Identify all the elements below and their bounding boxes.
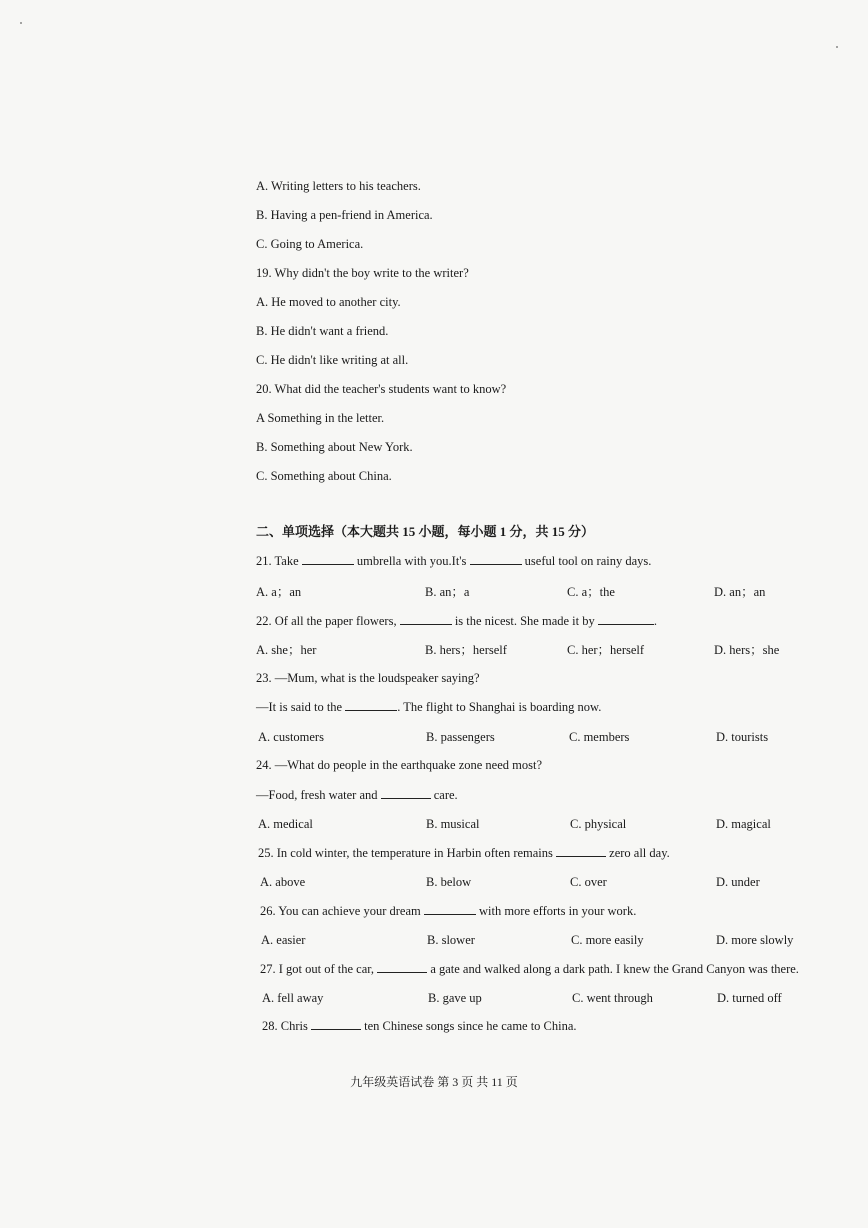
question-20: 20. What did the teacher's students want to know? xyxy=(256,382,507,396)
answer-blank xyxy=(377,961,427,973)
question-25 xyxy=(258,845,670,861)
option-c: C. more easily xyxy=(571,933,644,947)
option-d: D. tourists xyxy=(716,730,769,744)
answer-blank xyxy=(470,553,522,565)
question-text: 21. Take xyxy=(256,554,302,568)
question-23: 23. —Mum, what is the loudspeaker saying? xyxy=(256,671,480,685)
answer-blank xyxy=(311,1018,361,1030)
option-line: A. He moved to another city. xyxy=(256,295,401,309)
question-text: 22. Of all the paper flowers, xyxy=(256,614,400,628)
option-c: C. physical xyxy=(570,817,627,831)
question-24: 24. —What do people in the earthquake zone need most? xyxy=(256,758,543,772)
option-a: A. above xyxy=(260,875,306,889)
answer-blank xyxy=(400,613,452,625)
question-22 xyxy=(256,613,657,629)
answer-blank xyxy=(302,553,354,565)
option-a: A. she；her xyxy=(256,643,317,657)
option-c: C. went through xyxy=(572,991,653,1005)
option-b: B. musical xyxy=(426,817,480,831)
question-text: with more efforts in your work. xyxy=(475,904,637,918)
option-c: C. her；herself xyxy=(567,643,645,657)
option-d: D. turned off xyxy=(717,991,782,1005)
question-text: a gate and walked along a dark path. I knew the Grand Canyon was there. xyxy=(427,962,799,976)
option-line: B. Having a pen-friend in America. xyxy=(256,208,433,222)
question-19: 19. Why didn't the boy write to the writer? xyxy=(256,266,469,280)
option-a: A. fell away xyxy=(262,991,324,1005)
question-text: 26. You can achieve your dream xyxy=(260,904,424,918)
option-line: C. Something about China. xyxy=(256,469,392,483)
question-text: ten Chinese songs since he came to China. xyxy=(360,1019,577,1033)
option-d: D. under xyxy=(716,875,760,889)
answer-blank xyxy=(381,787,431,799)
question-27 xyxy=(260,961,799,977)
option-a: A. medical xyxy=(258,817,313,831)
question-26 xyxy=(260,903,636,919)
scan-speck xyxy=(836,46,838,48)
question-text: —It is said to the xyxy=(256,700,346,714)
option-a: A. customers xyxy=(258,730,324,744)
option-b: B. an；a xyxy=(425,585,470,599)
option-d: D. magical xyxy=(716,817,771,831)
option-c: C. members xyxy=(569,730,630,744)
question-text: useful tool on rainy days. xyxy=(521,554,652,568)
question-text: . The flight to Shanghai is boarding now. xyxy=(397,700,602,714)
answer-blank xyxy=(556,845,606,857)
option-line: B. Something about New York. xyxy=(256,440,413,454)
section-title: 二、单项选择（本大题共 15 小题，每小题 1 分，共 15 分） xyxy=(256,524,595,539)
question-text: is the nicest. She made it by xyxy=(451,614,598,628)
question-24-reply xyxy=(256,787,458,803)
option-b: B. slower xyxy=(427,933,475,947)
question-text: 28. Chris xyxy=(262,1019,311,1033)
scan-speck xyxy=(20,22,22,24)
question-text: care. xyxy=(430,788,458,802)
question-23-reply xyxy=(256,699,601,715)
option-line: C. He didn't like writing at all. xyxy=(256,353,409,367)
option-line: A. Writing letters to his teachers. xyxy=(256,179,421,193)
answer-blank xyxy=(424,903,476,915)
question-21 xyxy=(256,553,651,569)
option-c: C. over xyxy=(570,875,607,889)
option-b: B. hers；herself xyxy=(425,643,507,657)
option-d: D. hers；she xyxy=(714,643,780,657)
question-text: . xyxy=(653,614,657,628)
answer-blank xyxy=(598,613,654,625)
option-a: A. a；an xyxy=(256,585,302,599)
question-text: 27. I got out of the car, xyxy=(260,962,378,976)
option-d: D. more slowly xyxy=(716,933,794,947)
question-text: 25. In cold winter, the temperature in Harbin often remains xyxy=(258,846,557,860)
option-d: D. an；an xyxy=(714,585,766,599)
page-footer: 九年级英语试卷 第 3 页 共 11 页 xyxy=(350,1075,518,1089)
option-b: B. gave up xyxy=(428,991,482,1005)
option-b: B. below xyxy=(426,875,472,889)
option-a: A. easier xyxy=(261,933,306,947)
option-line: A Something in the letter. xyxy=(256,411,385,425)
answer-blank xyxy=(345,699,397,711)
option-line: B. He didn't want a friend. xyxy=(256,324,389,338)
option-c: C. a；the xyxy=(567,585,615,599)
question-28 xyxy=(262,1018,577,1034)
option-b: B. passengers xyxy=(426,730,495,744)
question-text: umbrella with you.It's xyxy=(353,554,470,568)
question-text: zero all day. xyxy=(606,846,670,860)
question-text: —Food, fresh water and xyxy=(256,788,381,802)
option-line: C. Going to America. xyxy=(256,237,364,251)
